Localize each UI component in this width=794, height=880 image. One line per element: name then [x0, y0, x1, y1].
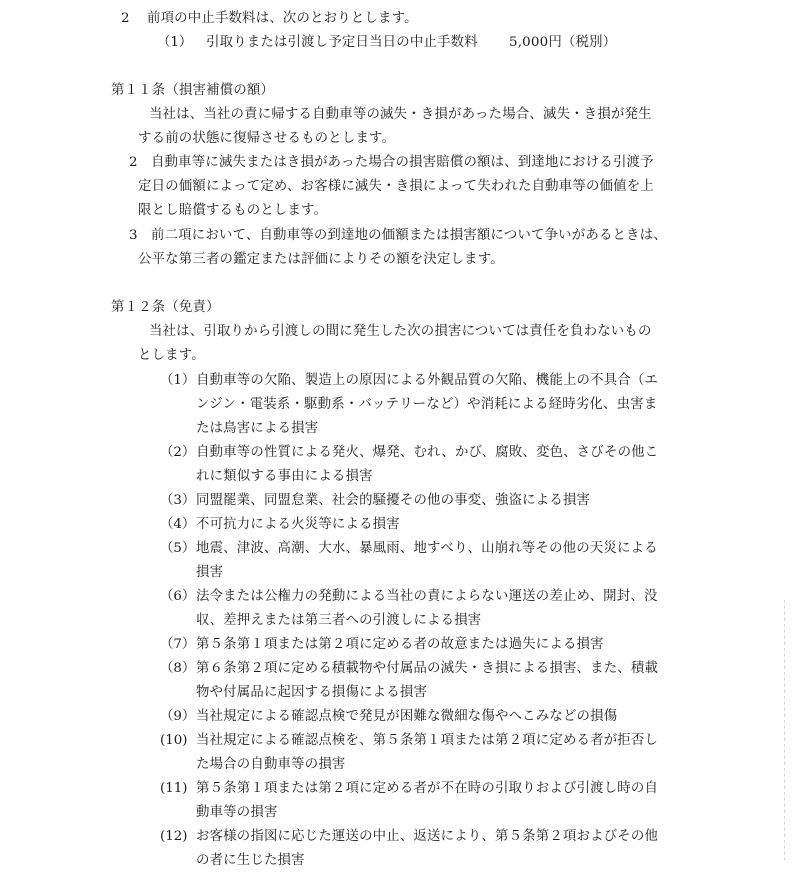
article-12-item-11-number: (11) — [160, 781, 188, 796]
article-12-item-9-number: （9） — [160, 709, 196, 724]
article-12-heading: 第１２条（免責） — [111, 300, 220, 315]
article-12-item-6-line-1: 法令または公権力の発動による当社の責によらない運送の差止め、開封、没 — [196, 589, 658, 604]
article-12-item-7-line-1: 第５条第１項または第２項に定める者の故意または過失による損害 — [196, 637, 604, 652]
article-12-item-12-line-2: の者に生じた損害 — [196, 853, 305, 868]
article-11-heading: 第１１条（損害補償の額） — [111, 83, 275, 98]
article-12-item-6-number: （6） — [160, 589, 196, 604]
article-12-item-5-line-1: 地震、津波、高潮、大水、暴風雨、地すべり、山崩れ等その他の天災による — [196, 541, 658, 556]
article-12-item-10-number: (10) — [160, 733, 188, 748]
scan-edge-artifact — [784, 600, 785, 860]
article-12-item-12-number: (12) — [160, 829, 188, 844]
prev-sub-1-amount: 5,000円（税別） — [509, 35, 617, 50]
article-12-intro-line-2: とします。 — [138, 348, 205, 363]
article-12-item-11-line-2: 動車等の損害 — [196, 805, 278, 820]
article-11-item-2-line-3: 限とし賠償するものとします。 — [138, 203, 328, 218]
article-12-item-10-line-2: た場合の自動車等の損害 — [196, 757, 346, 772]
article-12-item-5-line-2: 損害 — [196, 565, 224, 580]
article-12-item-1-line-2: ンジン・電装系・駆動系・バッテリーなど）や消耗による経時劣化、虫害ま — [196, 397, 658, 412]
article-12-item-4-line-1: 不可抗力による火災等による損害 — [196, 517, 400, 532]
article-12-item-1-number: （1） — [160, 373, 196, 388]
article-12-item-3-line-1: 同盟罷業、同盟怠業、社会的騒擾その他の事変、強盗による損害 — [196, 493, 591, 508]
article-12-item-12-line-1: お客様の指図に応じた運送の中止、返送により、第５条第２項およびその他 — [196, 829, 659, 844]
article-12-item-2-line-1: 自動車等の性質による発火、爆発、むれ、かび、腐敗、変色、さびその他こ — [196, 445, 659, 460]
article-11-item-2-line-1: 自動車等に滅失またはき損があった場合の損害賠償の額は、到達地における引渡予 — [151, 155, 654, 170]
prev-sub-1-number: （1） — [157, 35, 193, 50]
article-12-item-2-line-2: れに類似する事由による損害 — [196, 469, 373, 484]
article-12-item-8-line-2: 物や付属品に起因する損傷による損害 — [196, 685, 428, 700]
article-12-item-8-line-1: 第６条第２項に定める積載物や付属品の滅失・き損による損害、また、積載 — [196, 661, 659, 676]
article-12-item-11-line-1: 第５条第１項または第２項に定める者が不在時の引取りおよび引渡し時の自 — [196, 781, 659, 796]
article-12-item-9-line-1: 当社規定による確認点検で発見が困難な微細な傷やへこみなどの損傷 — [196, 709, 618, 724]
article-11-item-2-number: 2 — [129, 155, 138, 170]
article-12-item-10-line-1: 当社規定による確認点検を、第５条第１項または第２項に定める者が拒否し — [196, 733, 659, 748]
prev-sub-1-text: 引取りまたは引渡し予定日当日の中止手数料 — [206, 35, 478, 50]
article-12-item-8-number: （8） — [160, 661, 196, 676]
article-11-item-3-line-2: 公平な第三者の鑑定または評価によりその額を決定します。 — [138, 252, 504, 267]
article-12-item-5-number: （5） — [160, 541, 196, 556]
article-12-intro-line-1: 当社は、引取りから引渡しの間に発生した次の損害については責任を負わないもの — [149, 324, 652, 339]
article-12-item-6-line-2: 収、差押えまたは第三者への引渡しによる損害 — [196, 613, 482, 628]
article-12-item-1-line-1: 自動車等の欠陥、製造上の原因による外観品質の欠陥、機能上の不具合（エ — [196, 373, 659, 388]
article-11-item-3-number: 3 — [129, 228, 138, 243]
article-12-item-1-line-3: たは鳥害による損害 — [196, 421, 319, 436]
article-12-item-2-number: （2） — [160, 445, 196, 460]
article-12-item-3-number: （3） — [160, 493, 196, 508]
article-11-item-2-line-2: 定日の価額によって定め、お客様に滅失・き損によって失われた自動車等の価値を上 — [138, 179, 654, 194]
article-12-item-7-number: （7） — [160, 637, 196, 652]
article-12-item-4-number: （4） — [160, 517, 196, 532]
article-11-para-1-line-2: する前の状態に復帰させるものとします。 — [138, 131, 396, 146]
article-11-item-3-line-1: 前二項において、自動車等の到達地の価額または損害額について争いがあるときは、 — [151, 228, 667, 243]
article-11-para-1-line-1: 当社は、当社の責に帰する自動車等の滅失・き損があった場合、滅失・き損が発生 — [149, 107, 652, 122]
prev-item-2-text: 前項の中止手数料は、次のとおりとします。 — [147, 11, 418, 26]
prev-item-2-number: 2 — [121, 11, 130, 26]
